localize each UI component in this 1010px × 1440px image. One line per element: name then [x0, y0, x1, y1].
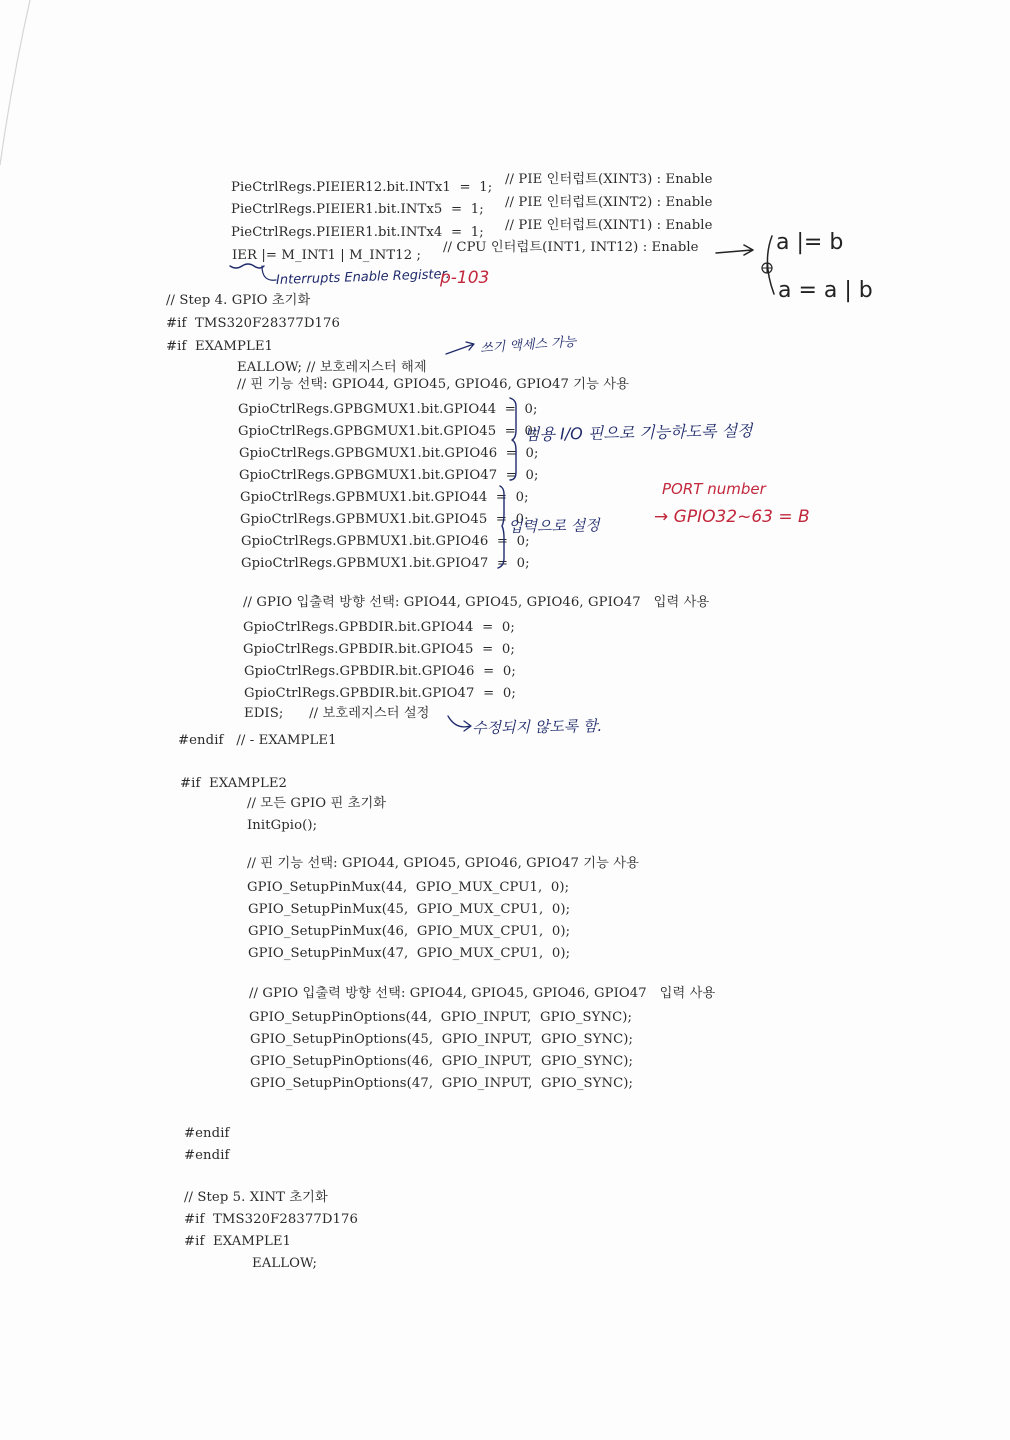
- code-line: GPIO_SetupPinMux(46, GPIO_MUX_CPU1, 0);: [248, 924, 571, 939]
- code-line: GpioCtrlRegs.GPBMUX1.bit.GPIO47 = 0;: [241, 556, 530, 571]
- edis-arrow-icon: [448, 716, 471, 731]
- code-line: GpioCtrlRegs.GPBGMUX1.bit.GPIO44 = 0;: [238, 402, 538, 417]
- write-access-arrow-icon: [446, 342, 474, 354]
- code-line: #if EXAMPLE1: [166, 339, 274, 354]
- code-line: GpioCtrlRegs.GPBDIR.bit.GPIO45 = 0;: [243, 642, 515, 657]
- code-line: GPIO_SetupPinOptions(47, GPIO_INPUT, GPIO_SYNC);: [250, 1076, 634, 1091]
- code-line: // GPIO 입출력 방향 선택: GPIO44, GPIO45, GPIO46, GPIO47 입력 사용: [243, 595, 710, 610]
- code-line: GpioCtrlRegs.GPBMUX1.bit.GPIO44 = 0;: [240, 490, 529, 505]
- bitwise-or-expanded: a = a | b: [778, 278, 873, 303]
- code-line: InitGpio();: [247, 818, 318, 833]
- code-line: // 핀 기능 선택: GPIO44, GPIO45, GPIO46, GPIO47 기능 사용: [247, 856, 639, 871]
- mux-brace-stroke: [498, 486, 504, 568]
- code-line: PieCtrlRegs.PIEIER12.bit.INTx1 = 1;: [231, 180, 493, 195]
- ier-arrow-stroke: [262, 266, 276, 280]
- code-line: #if TMS320F28377D176: [184, 1212, 358, 1227]
- ier-handwritten-note: Interrupts Enable Register.: [275, 266, 451, 289]
- code-line: #if EXAMPLE1: [184, 1234, 292, 1249]
- code-line: // CPU 인터럽트(INT1, INT12) : Enable: [443, 240, 699, 255]
- code-line: GpioCtrlRegs.GPBDIR.bit.GPIO46 = 0;: [244, 664, 516, 679]
- code-line: GpioCtrlRegs.GPBGMUX1.bit.GPIO46 = 0;: [239, 446, 539, 461]
- code-line: #endif // - EXAMPLE1: [178, 733, 337, 748]
- code-line: GPIO_SetupPinOptions(44, GPIO_INPUT, GPIO_SYNC);: [249, 1010, 633, 1025]
- code-line: #if EXAMPLE2: [180, 776, 288, 791]
- code-line: #if TMS320F28377D176: [166, 316, 340, 331]
- code-line: PieCtrlRegs.PIEIER1.bit.INTx5 = 1;: [231, 202, 484, 217]
- code-line: GpioCtrlRegs.GPBGMUX1.bit.GPIO47 = 0;: [239, 468, 539, 483]
- code-line: GPIO_SetupPinMux(47, GPIO_MUX_CPU1, 0);: [248, 946, 571, 961]
- code-line: EALLOW;: [252, 1256, 318, 1271]
- code-line: GPIO_SetupPinOptions(46, GPIO_INPUT, GPIO_SYNC);: [250, 1054, 634, 1069]
- code-line: #endif: [184, 1148, 230, 1163]
- code-line: GpioCtrlRegs.GPBGMUX1.bit.GPIO45 = 0;: [238, 424, 538, 439]
- code-line: // PIE 인터럽트(XINT3) : Enable: [505, 172, 713, 187]
- gmux-io-note: 범용 I/O 핀으로 기능하도록 설정: [523, 421, 753, 444]
- code-line: // GPIO 입출력 방향 선택: GPIO44, GPIO45, GPIO46, GPIO47 입력 사용: [249, 986, 716, 1001]
- ier-underline-stroke: [230, 264, 264, 268]
- code-line: PieCtrlRegs.PIEIER1.bit.INTx4 = 1;: [231, 225, 484, 240]
- code-line: IER |= M_INT1 | M_INT12 ;: [232, 248, 422, 263]
- code-line: // Step 5. XINT 초기화: [184, 1190, 328, 1205]
- code-line: GpioCtrlRegs.GPBMUX1.bit.GPIO46 = 0;: [241, 534, 530, 549]
- edis-note: 수정되지 않도록 함.: [471, 716, 603, 738]
- code-line: // PIE 인터럽트(XINT1) : Enable: [505, 218, 713, 233]
- code-line: EDIS; // 보호레지스터 설정: [244, 706, 430, 721]
- code-line: EALLOW; // 보호레지스터 해제: [237, 360, 427, 375]
- code-line: GPIO_SetupPinMux(44, GPIO_MUX_CPU1, 0);: [247, 880, 570, 895]
- bitwise-arrow-icon: [716, 245, 753, 255]
- code-line: GpioCtrlRegs.GPBDIR.bit.GPIO47 = 0;: [244, 686, 516, 701]
- code-line: GPIO_SetupPinOptions(45, GPIO_INPUT, GPIO_SYNC);: [250, 1032, 634, 1047]
- gmux-brace-stroke: [510, 398, 516, 480]
- page-reference-note: p-103: [440, 268, 490, 288]
- code-line: // Step 4. GPIO 초기화: [166, 293, 311, 308]
- code-line: GpioCtrlRegs.GPBMUX1.bit.GPIO45 = 0;: [240, 512, 529, 527]
- code-line: // 핀 기능 선택: GPIO44, GPIO45, GPIO46, GPIO47 기능 사용: [237, 377, 629, 392]
- port-mapping-note: → GPIO32~63 = B: [654, 507, 810, 527]
- port-number-title: PORT number: [662, 480, 766, 498]
- code-line: GPIO_SetupPinMux(45, GPIO_MUX_CPU1, 0);: [248, 902, 571, 917]
- bitwise-or-shorthand: a |= b: [776, 230, 844, 255]
- code-line: // PIE 인터럽트(XINT2) : Enable: [505, 195, 713, 210]
- code-line: #endif: [184, 1126, 230, 1141]
- write-access-note: 쓰기 액세스 가능: [479, 334, 577, 357]
- code-line: GpioCtrlRegs.GPBDIR.bit.GPIO44 = 0;: [243, 620, 515, 635]
- code-line: // 모든 GPIO 핀 초기화: [247, 796, 387, 811]
- input-setting-note: 입력으로 설정: [507, 516, 600, 536]
